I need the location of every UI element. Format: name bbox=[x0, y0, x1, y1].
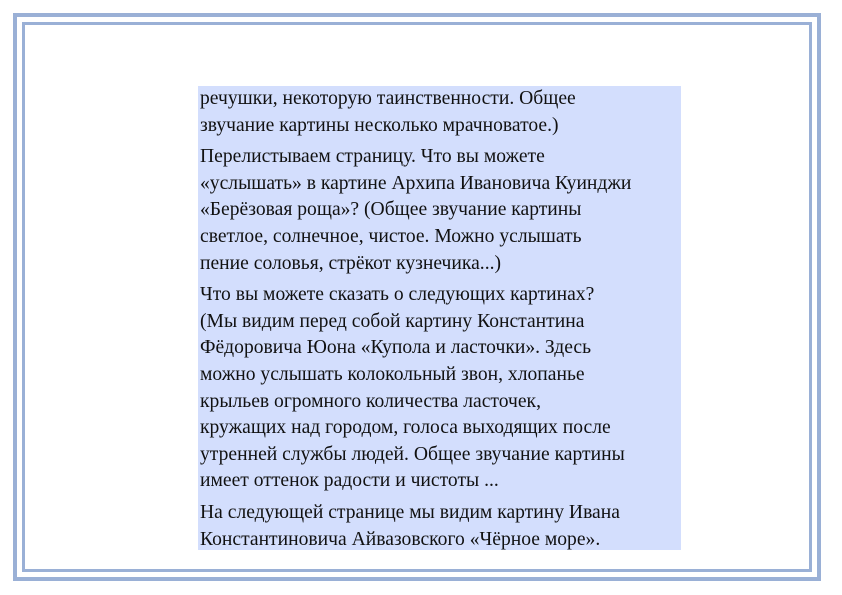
paragraph-3 bbox=[200, 282, 681, 495]
text-line: светлое, солнечное, чистое. Можно услышать bbox=[200, 225, 582, 247]
paragraph-2 bbox=[200, 144, 681, 277]
text-line: Перелистываем страницу. Что вы можете bbox=[200, 146, 545, 168]
paragraph-1 bbox=[200, 86, 681, 139]
text-line: (Мы видим перед собой картину Константина bbox=[200, 310, 585, 332]
text-line: кружащих над городом, голоса выходящих после bbox=[200, 417, 611, 439]
paragraph-4 bbox=[200, 500, 681, 553]
text-line: Константиновича Айвазовского «Чёрное море». bbox=[200, 528, 601, 550]
text-line: На следующей странице мы видим картину Ивана bbox=[200, 501, 620, 523]
text-line: «услышать» в картине Архипа Ивановича Куинджи bbox=[200, 172, 632, 194]
text-line: имеет оттенок радости и чистоты ... bbox=[200, 470, 499, 492]
text-line: крыльев огромного количества ласточек, bbox=[200, 390, 541, 412]
text-line: звучание картины несколько мрачноватое.) bbox=[200, 114, 559, 136]
text-line: «Берёзовая роща»? (Общее звучание картины bbox=[200, 199, 582, 221]
text-line: речушки, некоторую таинственности. Общее bbox=[200, 88, 576, 109]
text-block bbox=[198, 86, 681, 550]
text-line: пение соловья, стрёкот кузнечика...) bbox=[200, 252, 502, 274]
text-line: Что вы можете сказать о следующих картинах? bbox=[200, 284, 595, 306]
text-line: Фёдоровича Юона «Купола и ласточки». Здесь bbox=[200, 337, 592, 359]
text-line: можно услышать колокольный звон, хлопанье bbox=[200, 363, 585, 385]
text-line: утренней службы людей. Общее звучание картины bbox=[200, 443, 625, 465]
